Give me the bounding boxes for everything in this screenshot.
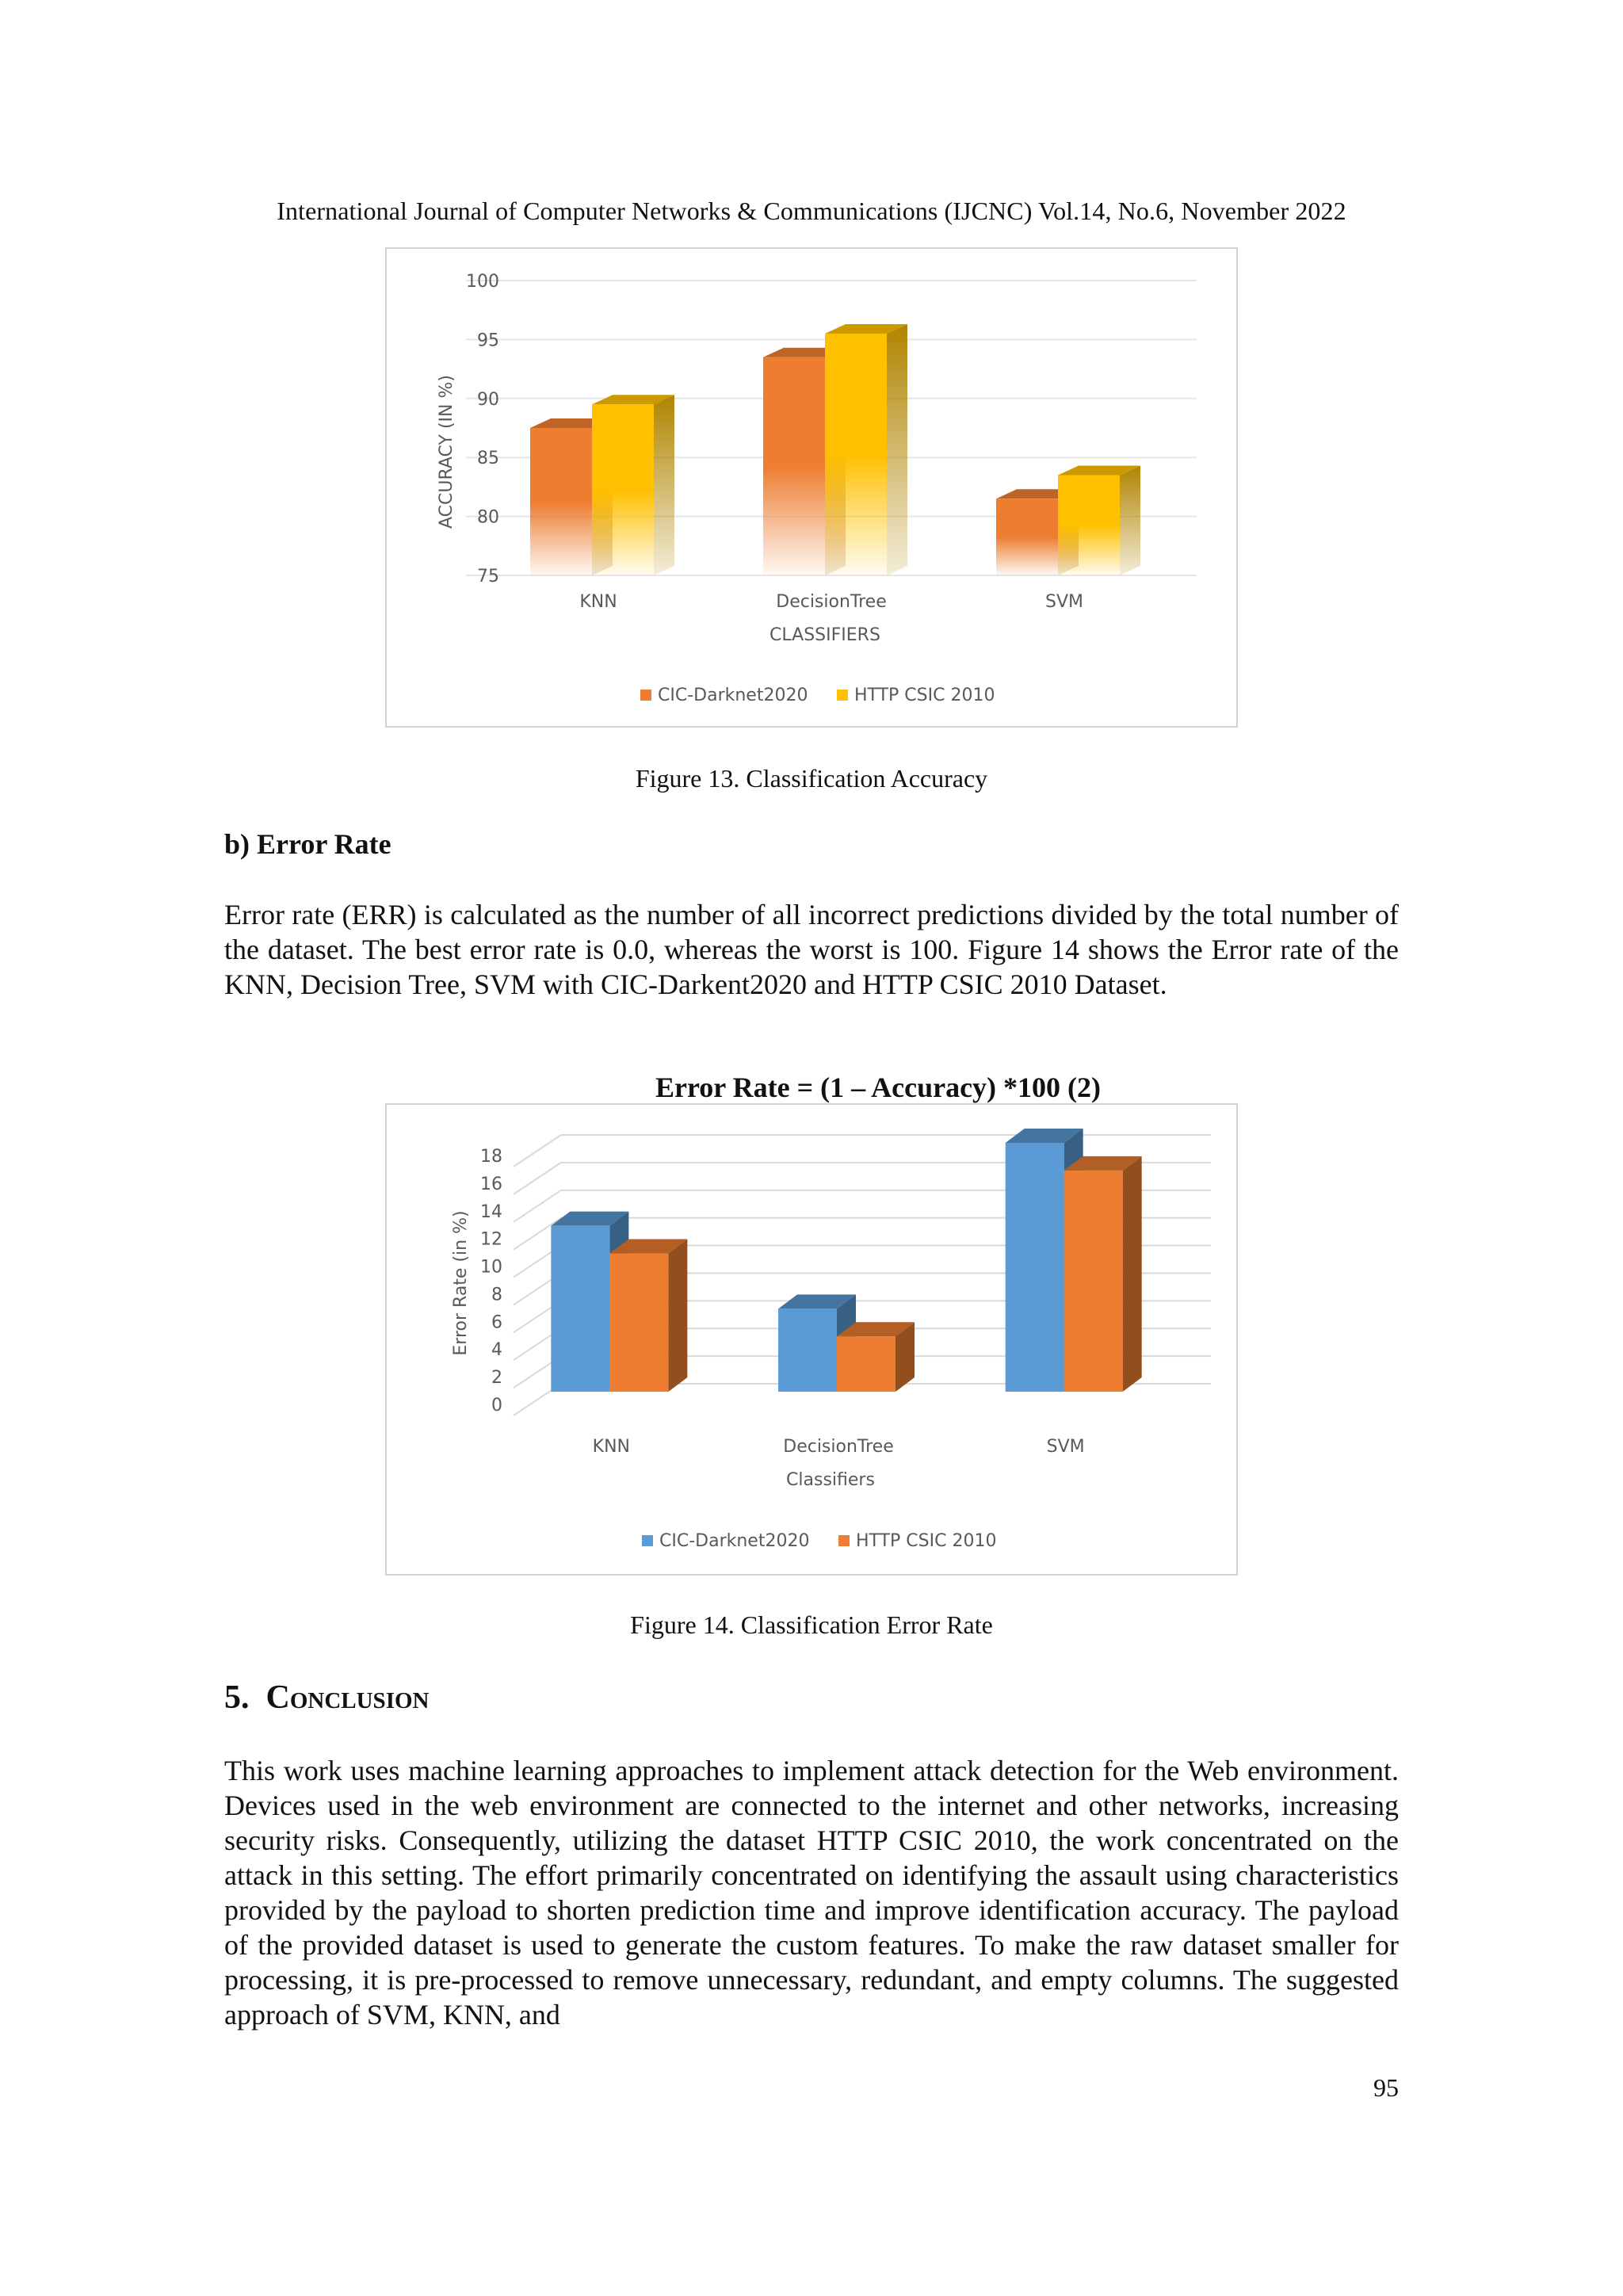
figure-14-error-rate-chart <box>385 1103 1238 1576</box>
bar-http-csic-2010-knn <box>609 1240 687 1392</box>
x-tick-label: SVM <box>1045 592 1083 612</box>
bar-front <box>1058 476 1120 575</box>
bar-front <box>996 499 1058 575</box>
x-tick-label: SVM <box>1046 1437 1085 1457</box>
bar-front <box>609 1254 668 1392</box>
x-tick-label: KNN <box>592 1437 631 1457</box>
y-tick-label: 4 <box>491 1340 502 1361</box>
gridline-side <box>514 1190 561 1222</box>
figure-13-accuracy-chart <box>385 247 1238 728</box>
legend-swatch <box>837 690 848 701</box>
bar-front <box>763 357 825 575</box>
bar-front <box>1006 1143 1064 1392</box>
bar-side <box>654 395 674 575</box>
y-tick-label: 8 <box>491 1285 502 1305</box>
y-tick-label: 12 <box>480 1229 502 1250</box>
y-tick-label: 85 <box>477 449 499 469</box>
x-axis-label: CLASSIFIERS <box>769 625 880 645</box>
accuracy-chart-svg <box>387 249 1236 726</box>
bar-front <box>778 1308 837 1392</box>
bar-side <box>668 1240 687 1392</box>
page-number: 95 <box>1373 2073 1399 2102</box>
bar-front <box>837 1336 896 1392</box>
y-tick-label: 90 <box>477 389 499 410</box>
bar-side <box>1123 1156 1142 1392</box>
bar-side <box>887 324 907 575</box>
x-axis-label: Classifiers <box>786 1470 875 1490</box>
y-tick-label: 6 <box>491 1312 502 1333</box>
y-tick-label: 0 <box>491 1396 502 1415</box>
y-tick-label: 80 <box>477 507 499 528</box>
bar-http-csic-2010-svm <box>1064 1156 1142 1392</box>
section-5-title: Conclusion <box>265 1679 430 1716</box>
bar-front <box>551 1226 609 1392</box>
legend-label: CIC-Darknet2020 <box>658 686 808 705</box>
y-axis-label: ACCURACY (IN %) <box>437 375 456 529</box>
error-rate-chart-svg <box>387 1105 1236 1574</box>
section-b-heading: b) Error Rate <box>224 828 391 860</box>
x-tick-label: DecisionTree <box>776 592 887 612</box>
legend-swatch <box>642 1535 653 1546</box>
bar-front <box>530 428 592 575</box>
y-tick-label: 2 <box>491 1368 502 1389</box>
x-tick-label: DecisionTree <box>783 1437 894 1457</box>
legend-label: CIC-Darknet2020 <box>659 1531 810 1551</box>
bar-front <box>592 404 654 575</box>
y-tick-label: 10 <box>480 1257 502 1278</box>
y-axis-label: Error Rate (in %) <box>451 1210 471 1356</box>
gridline-side <box>514 1135 561 1167</box>
y-tick-label: 18 <box>480 1147 502 1167</box>
bar-http-csic-2010-knn <box>592 395 674 575</box>
journal-header: International Journal of Computer Networks & Communications (IJCNC) Vol.14, No.6, November 2022 <box>277 197 1346 225</box>
legend-swatch <box>640 690 651 701</box>
figure-14-caption: Figure 14. Classification Error Rate <box>630 1610 993 1639</box>
bar-http-csic-2010-decisiontree <box>837 1322 915 1392</box>
y-tick-label: 75 <box>477 567 499 586</box>
bar-http-csic-2010-decisiontree <box>825 324 907 575</box>
y-tick-label: 14 <box>480 1201 502 1222</box>
bar-front <box>825 334 887 575</box>
legend-label: HTTP CSIC 2010 <box>856 1531 997 1551</box>
y-tick-label: 100 <box>466 272 499 292</box>
bar-side <box>1120 466 1140 575</box>
error-rate-formula: Error Rate = (1 – Accuracy) *100 (2) <box>655 1072 1102 1103</box>
conclusion-paragraph: This work uses machine learning approaches to implement attack detection for the Web environment. Devices used in the web environment are connected to the internet and other networks, increasing security risks. Consequently, utilizing the dataset HTTP CSIC 2010, the work concentrated on the attack in this setting. The effort primarily concentrated on identifying the assault using characteristics provided by the payload to shorten prediction time and improve identification accuracy. The payload of the provided dataset is used to generate the custom features. To make the raw dataset smaller for processing, it is pre-processed to remove unnecessary, redundant, and empty columns. The suggested approach of SVM, KNN, and <box>224 1755 1399 2030</box>
section-5-heading <box>224 1679 429 1717</box>
bar-http-csic-2010-svm <box>1058 466 1140 575</box>
bar-front <box>1064 1171 1123 1392</box>
section-b-paragraph: Error rate (ERR) is calculated as the number of all incorrect predictions divided by the total number of the dataset. The best error rate is 0.0, whereas the worst is 100. Figure 14 shows the Error rate of the KNN, Decision Tree, SVM with CIC-Darkent2020 and HTTP CSIC 2010 Dataset. <box>224 899 1399 1000</box>
y-tick-label: 95 <box>477 330 499 351</box>
section-5-number: 5. <box>224 1679 250 1716</box>
legend-label: HTTP CSIC 2010 <box>854 686 995 705</box>
figure-13-caption: Figure 13. Classification Accuracy <box>635 764 988 793</box>
y-tick-label: 16 <box>480 1174 502 1194</box>
gridline-side <box>514 1163 561 1194</box>
x-tick-label: KNN <box>579 592 617 612</box>
legend-swatch <box>838 1535 850 1546</box>
